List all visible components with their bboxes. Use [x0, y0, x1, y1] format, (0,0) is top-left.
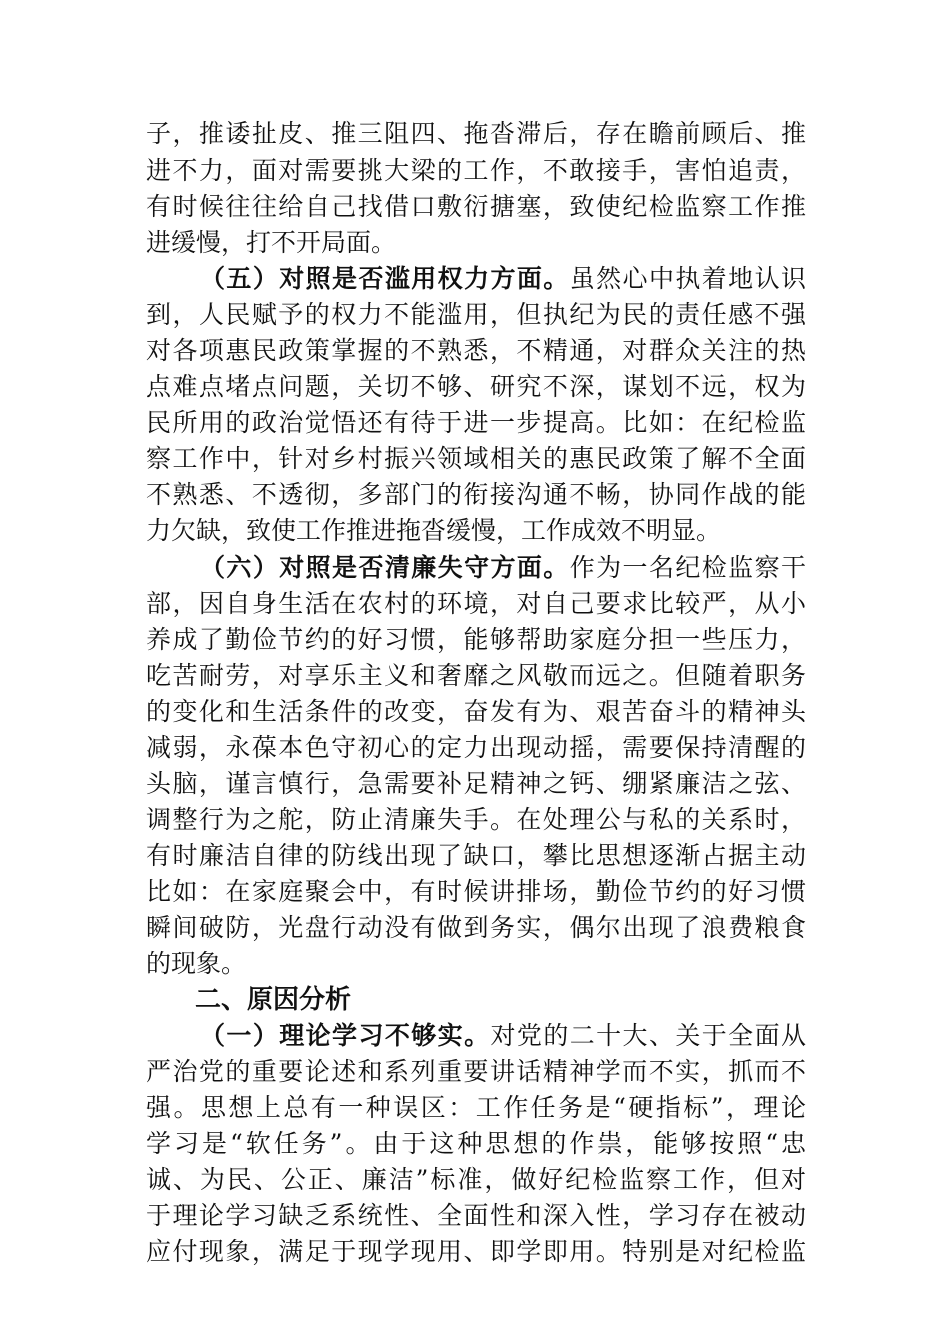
paragraph-line: 不熟悉、不透彻，多部门的衔接沟通不畅，协同作战的能	[146, 480, 806, 509]
paragraph-line: 子，推诿扯皮、推三阻四、拖沓滞后，存在瞻前顾后、推	[146, 119, 806, 148]
paragraph-line: 到，人民赋予的权力不能滥用，但执纪为民的责任感不强	[146, 300, 806, 329]
paragraph-line: 应付现象，满足于现学现用、即学即用。特别是对纪检监	[146, 1237, 806, 1266]
paragraph-line: 强。思想上总有一种误区：工作任务是“硬指标”，理论	[146, 1093, 806, 1122]
paragraph-line: 进不力，面对需要挑大梁的工作，不敢接手，害怕追责，	[146, 156, 806, 185]
paragraph-line: 减弱，永葆本色守初心的定力出现动摇，需要保持清醒的	[146, 733, 806, 762]
paragraph-line: 对各项惠民政策掌握的不熟悉，不精通，对群众关注的热	[146, 336, 806, 365]
paragraph-text: 作为一名纪检监察干	[569, 553, 806, 582]
paragraph-text: 虽然心中执着地认识	[569, 264, 806, 293]
paragraph-line: 点难点堵点问题，关切不够、研究不深，谋划不远，权为	[146, 372, 806, 401]
paragraph-line: 民所用的政治觉悟还有待于进一步提高。比如：在纪检监	[146, 408, 806, 437]
paragraph-line: 瞬间破防，光盘行动没有做到务实，偶尔出现了浪费粮食	[146, 913, 806, 942]
subsection-one-title: （一）理论学习不够实。	[200, 1021, 491, 1050]
paragraph-line: 头脑，谨言慎行，急需要补足精神之钙、绷紧廉洁之弦、	[146, 769, 806, 798]
paragraph-line: 诚、为民、公正、廉洁”标准，做好纪检监察工作，但对	[146, 1165, 806, 1194]
paragraph-line: 于理论学习缺乏系统性、全面性和深入性，学习存在被动	[146, 1201, 806, 1230]
paragraph-line: 调整行为之舵，防止清廉失手。在处理公与私的关系时，	[146, 805, 806, 834]
paragraph-line: 的变化和生活条件的改变，奋发有为、艰苦奋斗的精神头	[146, 697, 806, 726]
paragraph-line: 有时廉洁自律的防线出现了缺口，攀比思想逐渐占据主动	[146, 841, 806, 870]
paragraph-line: 吃苦耐劳，对享乐主义和奢靡之风敬而远之。但随着职务	[146, 661, 806, 690]
paragraph-line: 进缓慢，打不开局面。	[146, 228, 397, 257]
subsection-one-line	[200, 1019, 806, 1053]
paragraph-line: 严治党的重要论述和系列重要讲话精神学而不实，抓而不	[146, 1057, 806, 1086]
paragraph-line: 的现象。	[146, 949, 247, 978]
section-six-title: （六）对照是否清廉失守方面。	[200, 553, 570, 582]
section-five-title: （五）对照是否滥用权力方面。	[200, 264, 570, 293]
paragraph-line: 察工作中，针对乡村振兴领域相关的惠民政策了解不全面	[146, 444, 806, 473]
paragraph-line: 有时候往往给自己找借口敷衍搪塞，致使纪检监察工作推	[146, 192, 806, 221]
section-five-line	[200, 262, 806, 296]
paragraph-line: 养成了勤俭节约的好习惯，能够帮助家庭分担一些压力，	[146, 625, 806, 654]
section-heading: 二、原因分析	[195, 985, 352, 1015]
paragraph-line: 力欠缺，致使工作推进拖沓缓慢，工作成效不明显。	[146, 516, 722, 545]
paragraph-line: 部，因自身生活在农村的环境，对自己要求比较严，从小	[146, 589, 806, 618]
paragraph-text: 对党的二十大、关于全面从	[490, 1021, 806, 1050]
section-six-line	[200, 551, 806, 585]
paragraph-line: 比如：在家庭聚会中，有时候讲排场，勤俭节约的好习惯	[146, 877, 806, 906]
paragraph-line: 学习是“软任务”。由于这种思想的作祟，能够按照“忠	[146, 1129, 806, 1158]
